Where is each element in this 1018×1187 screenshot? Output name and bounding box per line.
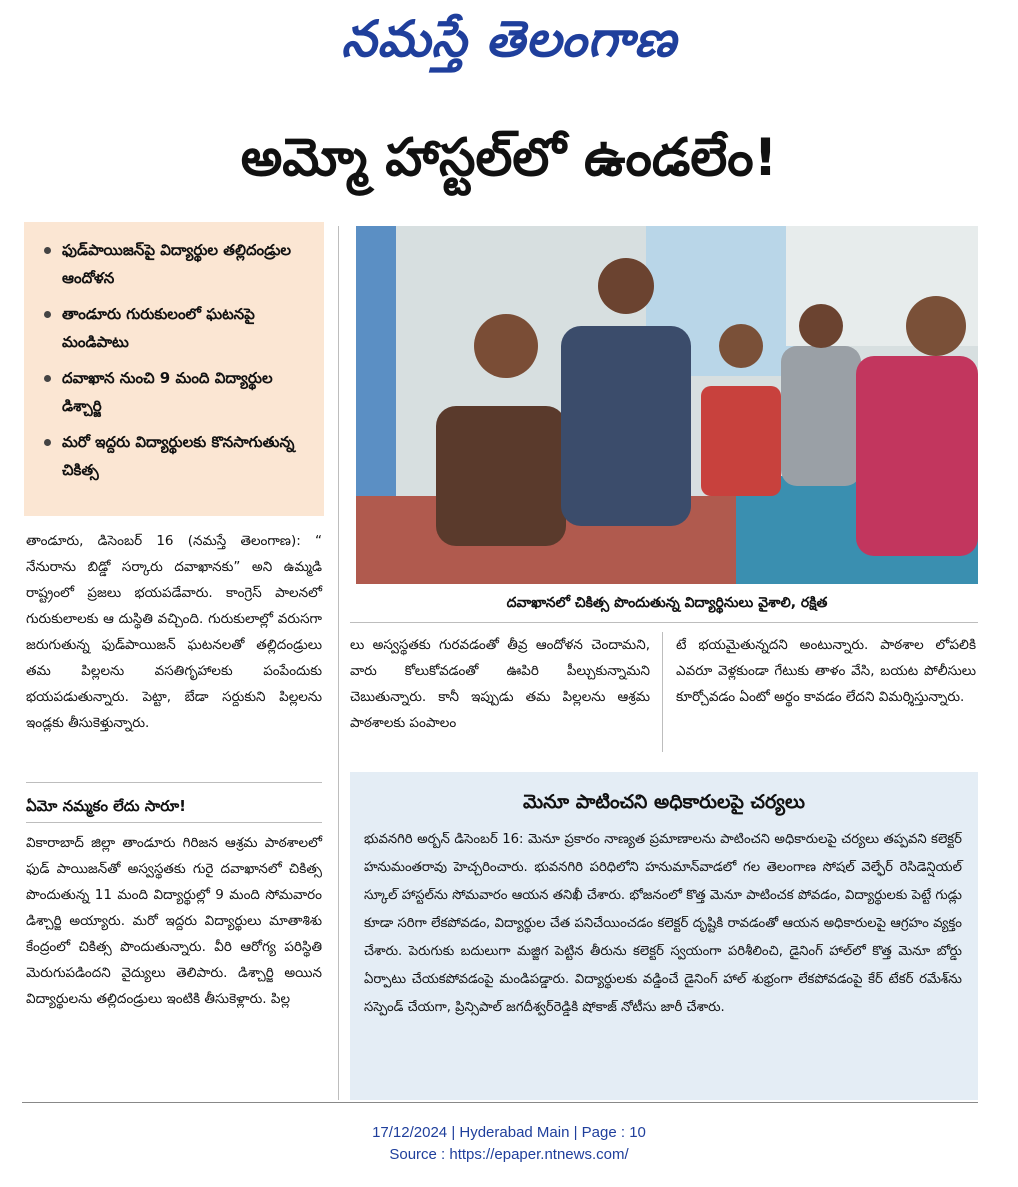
news-photo [356, 226, 978, 584]
highlight-item [42, 428, 314, 484]
section-divider [350, 622, 978, 623]
highlight-text: మరో ఇద్దరు విద్యార్థులకు కొనసాగుతున్న చికిత్స [62, 433, 295, 479]
sidebar-story-body: భువనగిరి అర్బన్ డిసెంబర్ 16: మెనూ ప్రకారం నాణ్యత ప్రమాణాలను పాటించని అధికారులపై చర్యలు తప్పవని కలెక్టర్ హనుమంతరావు హెచ్చరించారు. భువనగిరి పరిధిలోని హనుమాన్‌వాడలో గల తెలంగాణ సోషల్ వెల్ఫేర్ రెసిడెన్షియల్ స్కూల్ హాస్టల్‌ను సోమవారం ఆయన తనిఖీ చేశారు. భోజనంలో కొత్త మెనూ పాటించక పోవడం, విద్యార్థులకు పెట్టే గుడ్లు కూడా సరిగా లేకపోవడం, విద్యార్థుల చేత పనిచేయించడం కలెక్టర్ దృష్టికి రావడంతో ఆయన అధికారులపై ఆగ్రహం వ్యక్తం చేశారు. పెరుగుకు బదులుగా మజ్జిగ పెట్టిన తీరును కలెక్టర్ స్వయంగా పరిశీలించి, డైనింగ్ హాల్‌లో కొత్త మెనూ బోర్డు ఏర్పాటు చేయకపోవడంపై మండిపడ్డారు. విద్యార్థులకు వడ్డించే డైనింగ్ హాల్ శుభ్రంగా లేకపోవడంపై కేర్ టేకర్ రమేశ్‌ను సస్పెండ్ చేయగా, ప్రిన్సిపాల్ జగదీశ్వర్‌రెడ్డికి షోకాజ్ నోటీసు జారీ చేశారు. [364, 832, 962, 1015]
footer-source-link[interactable]: Source : https://epaper.ntnews.com/ [389, 1146, 629, 1163]
article-right-column: టే భయమైతున్నదని అంటున్నారు. పాఠశాల లోపలికి ఎవరూ వెళ్లకుండా గేటుకు తాళం వేసి, బయట పోలీసులు కూర్చోవడం ఏంటో అర్థం కావడం లేదని విమర్శిస్తున్నారు. [676, 637, 976, 705]
masthead-logo: నమస్తే తెలంగాణ [341, 9, 677, 68]
highlight-text: ఫుడ్‌పాయిజన్‌పై విద్యార్థుల తల్లిదండ్రుల ఆందోళన [62, 241, 292, 287]
sidebar-story-box [350, 772, 978, 1100]
highlight-text: తాండూరు గురుకులంలో ఘటనపై మండిపాటు [62, 305, 255, 351]
highlight-text: దవాఖాన నుంచి 9 మంది విద్యార్థుల డిశ్చార్జి [62, 369, 273, 415]
bullet-icon [44, 439, 51, 446]
headline: అమ్మో హాస్టల్‌లో ఉండలేం! [240, 128, 778, 188]
hospital-scene-image [356, 226, 978, 584]
bullet-icon [44, 311, 51, 318]
article-left-body: వికారాబాద్ జిల్లా తాండూరు గిరిజన ఆశ్రమ పాఠశాలలో ఫుడ్ పాయిజన్‌తో అస్వస్థతకు గురై దవాఖానలో చికిత్స పొందుతున్న 11 మంది విద్యార్థుల్లో 9 మంది సోమవారం డిశ్చార్జి అయ్యారు. మరో ఇద్దరు విద్యార్థులు మాతాశిశు కేంద్రంలో చికిత్స పొందుతున్నారు. వీరి ఆరోగ్య పరిస్థితి మెరుగుపడిందని వైద్యులు తెలిపారు. డిశ్చార్జి అయిన విద్యార్థులను తల్లిదండ్రులు ఇంటికి తీసుకెళ్లారు. పిల్ల [26, 835, 322, 1007]
page-footer [0, 1122, 1018, 1166]
highlight-item [42, 300, 314, 356]
column-rule [338, 226, 339, 1100]
section-divider [26, 822, 322, 823]
article-left-intro: తాండూరు, డిసెంబర్ 16 (నమస్తే తెలంగాణ): “ నేనురాను బిడ్డో సర్కారు దవాఖానకు” అని ఉమ్మడి రాష్ట్రంలో ప్రజలు భయపడేవారు. కాంగ్రెస్ పాలనలో గురుకులాలకు ఆ దుస్థితి వచ్చింది. గురుకులాల్లో వరుసగా జరుగుతున్న ఫుడ్‌పాయిజన్ ఘటనలతో తల్లిదండ్రులు తమ పిల్లలను వసతిగృహాలకు పంపేందుకు భయపడుతున్నారు. పెట్టా, బేడా సర్దుకుని పిల్లలను ఇండ్లకు తీసుకెళ్తున్నారు. [26, 533, 322, 731]
highlights-box [24, 222, 324, 516]
subheading: ఏమో నమ్మకం లేదు సారూ! [26, 797, 187, 815]
footer-date-edition: 17/12/2024 | Hyderabad Main | Page : 10 [372, 1124, 646, 1141]
article-middle-column: లు అస్వస్థతకు గురవడంతో తీవ్ర ఆందోళన చెందామని, వారు కోలుకోవడంతో ఊపిరి పీల్చుకున్నామని చెబుతున్నారు. కానీ ఇప్పుడు తమ పిల్లలను ఆశ్రమ పాఠశాలకు పంపాలం [350, 637, 650, 731]
bullet-icon [44, 375, 51, 382]
highlight-item [42, 236, 314, 292]
section-divider [26, 782, 322, 783]
photo-caption: దవాఖానలో చికిత్స పొందుతున్న విద్యార్థినులు వైశాలి, రక్షిత [506, 595, 828, 611]
sidebar-story-title: మెనూ పాటించని అధికారులపై చర్యలు [522, 791, 805, 813]
highlight-item [42, 364, 314, 420]
bullet-icon [44, 247, 51, 254]
column-rule [662, 632, 663, 752]
page-bottom-rule [22, 1102, 978, 1103]
